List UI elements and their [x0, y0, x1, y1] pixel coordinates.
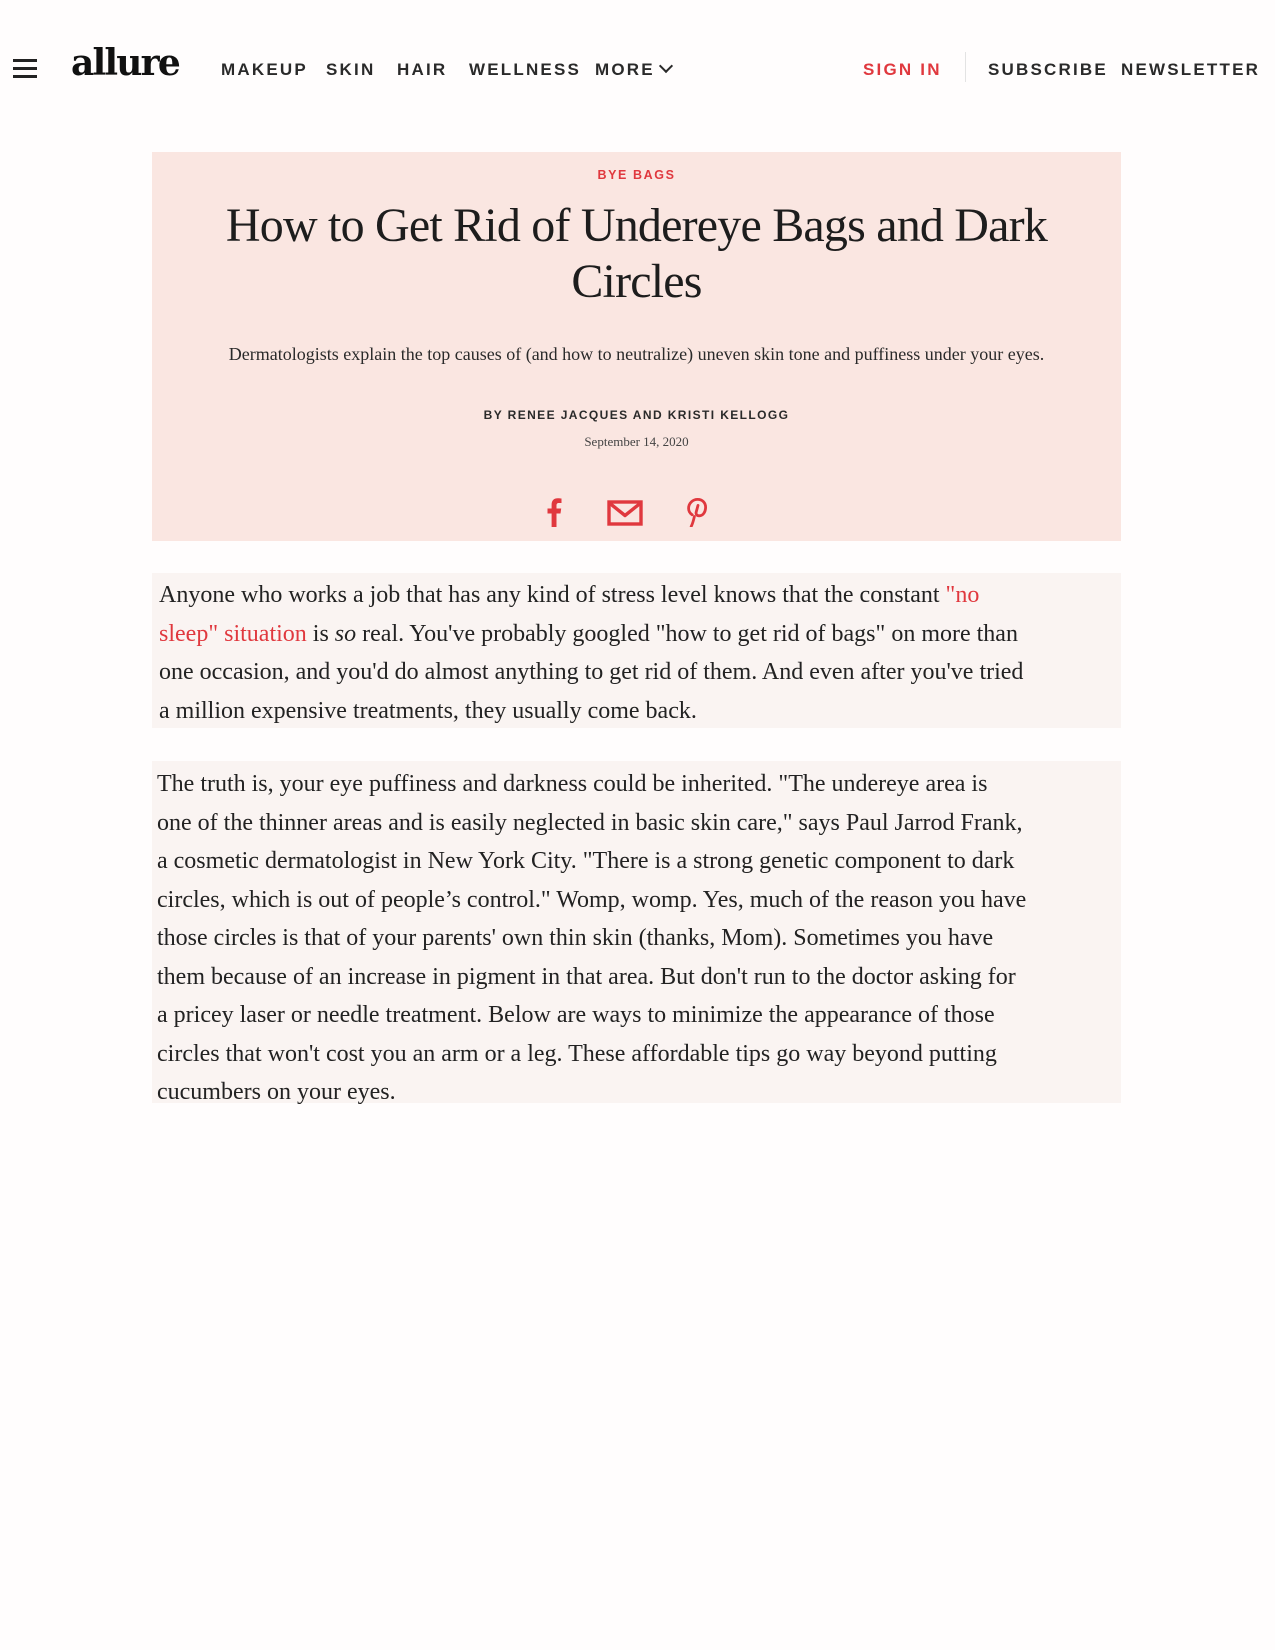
paragraph-line	[159, 615, 1115, 654]
no-sleep-link[interactable]: sleep" situation	[159, 620, 307, 647]
article-kicker[interactable]: BYE BAGS	[597, 168, 676, 182]
article-paragraph	[152, 761, 1121, 1103]
article-dek: Dermatologists explain the top causes of (and how to neutralize) uneven skin tone and puffiness under your eyes.	[228, 344, 1045, 364]
paragraph-text: real. You've probably googled "how to get rid of bags" on more than	[356, 620, 1018, 647]
hamburger-bar	[13, 67, 37, 70]
nav-more[interactable]	[595, 60, 671, 80]
paragraph-line: one of the thinner areas and is easily neglected in basic skin care," says Paul Jarrod Frank,	[157, 809, 1023, 836]
article-date: September 14, 2020	[584, 434, 689, 449]
allure-logo[interactable]: allure	[71, 42, 179, 84]
paragraph-line: a pricey laser or needle treatment. Below are ways to minimize the appearance of those	[157, 1002, 995, 1028]
paragraph-line: circles that won't cost you an arm or a leg. These affordable tips go way beyond putting	[157, 1040, 997, 1067]
nav-makeup[interactable]: MAKEUP	[221, 60, 308, 79]
share-pinterest-button[interactable]	[685, 497, 709, 527]
paragraph-line: The truth is, your eye puffiness and darkness could be inherited. "The undereye area is	[157, 771, 988, 797]
site-header	[0, 0, 1275, 140]
no-sleep-link[interactable]: "no	[945, 582, 980, 608]
hamburger-menu-icon[interactable]	[13, 59, 37, 79]
pinterest-icon	[685, 497, 709, 527]
article-hero	[152, 152, 1121, 541]
hamburger-bar	[13, 75, 37, 78]
share-facebook-button[interactable]	[546, 497, 562, 527]
paragraph-line: those circles is that of your parents' own thin skin (thanks, Mom). Sometimes you have	[157, 925, 994, 951]
header-divider	[965, 52, 966, 82]
share-email-button[interactable]	[607, 500, 643, 530]
article-title	[192, 198, 1081, 310]
facebook-icon	[546, 497, 562, 527]
newsletter-link[interactable]: NEWSLETTER	[1121, 60, 1261, 79]
emphasis-text: so	[334, 620, 357, 647]
email-icon	[607, 500, 643, 526]
paragraph-line: them because of an increase in pigment in that area. But don't run to the doctor asking for	[157, 963, 1016, 990]
paragraph-line: one occasion, and you'd do almost anything to get rid of them. And even after you've tried	[159, 659, 1024, 685]
paragraph-line: circles, which is out of people’s control." Womp, womp. Yes, much of the reason you have	[157, 886, 1027, 913]
nav-more-label: MORE	[595, 60, 655, 79]
paragraph-text: is	[306, 620, 335, 647]
hamburger-bar	[13, 59, 37, 62]
nav-wellness[interactable]: WELLNESS	[469, 60, 582, 79]
chevron-down-icon	[659, 59, 673, 73]
paragraph-line: a cosmetic dermatologist in New York City. "There is a strong genetic component to dark	[157, 848, 1015, 874]
article-title-line: Circles	[571, 255, 702, 308]
paragraph-line	[159, 576, 1115, 615]
article-title-line: How to Get Rid of Undereye Bags and Dark	[225, 199, 1048, 252]
paragraph-line: a million expensive treatments, they usually come back.	[159, 697, 697, 724]
article-byline: BY RENEE JACQUES AND KRISTI KELLOGG	[483, 408, 790, 422]
nav-skin[interactable]: SKIN	[326, 60, 376, 79]
article-paragraph	[152, 573, 1121, 728]
subscribe-link[interactable]: SUBSCRIBE	[988, 60, 1108, 79]
paragraph-text: Anyone who works a job that has any kind of stress level knows that the constant	[159, 582, 946, 608]
nav-hair[interactable]: HAIR	[397, 60, 448, 79]
paragraph-line: cucumbers on your eyes.	[157, 1079, 396, 1105]
sign-in-link[interactable]: SIGN IN	[863, 60, 942, 79]
